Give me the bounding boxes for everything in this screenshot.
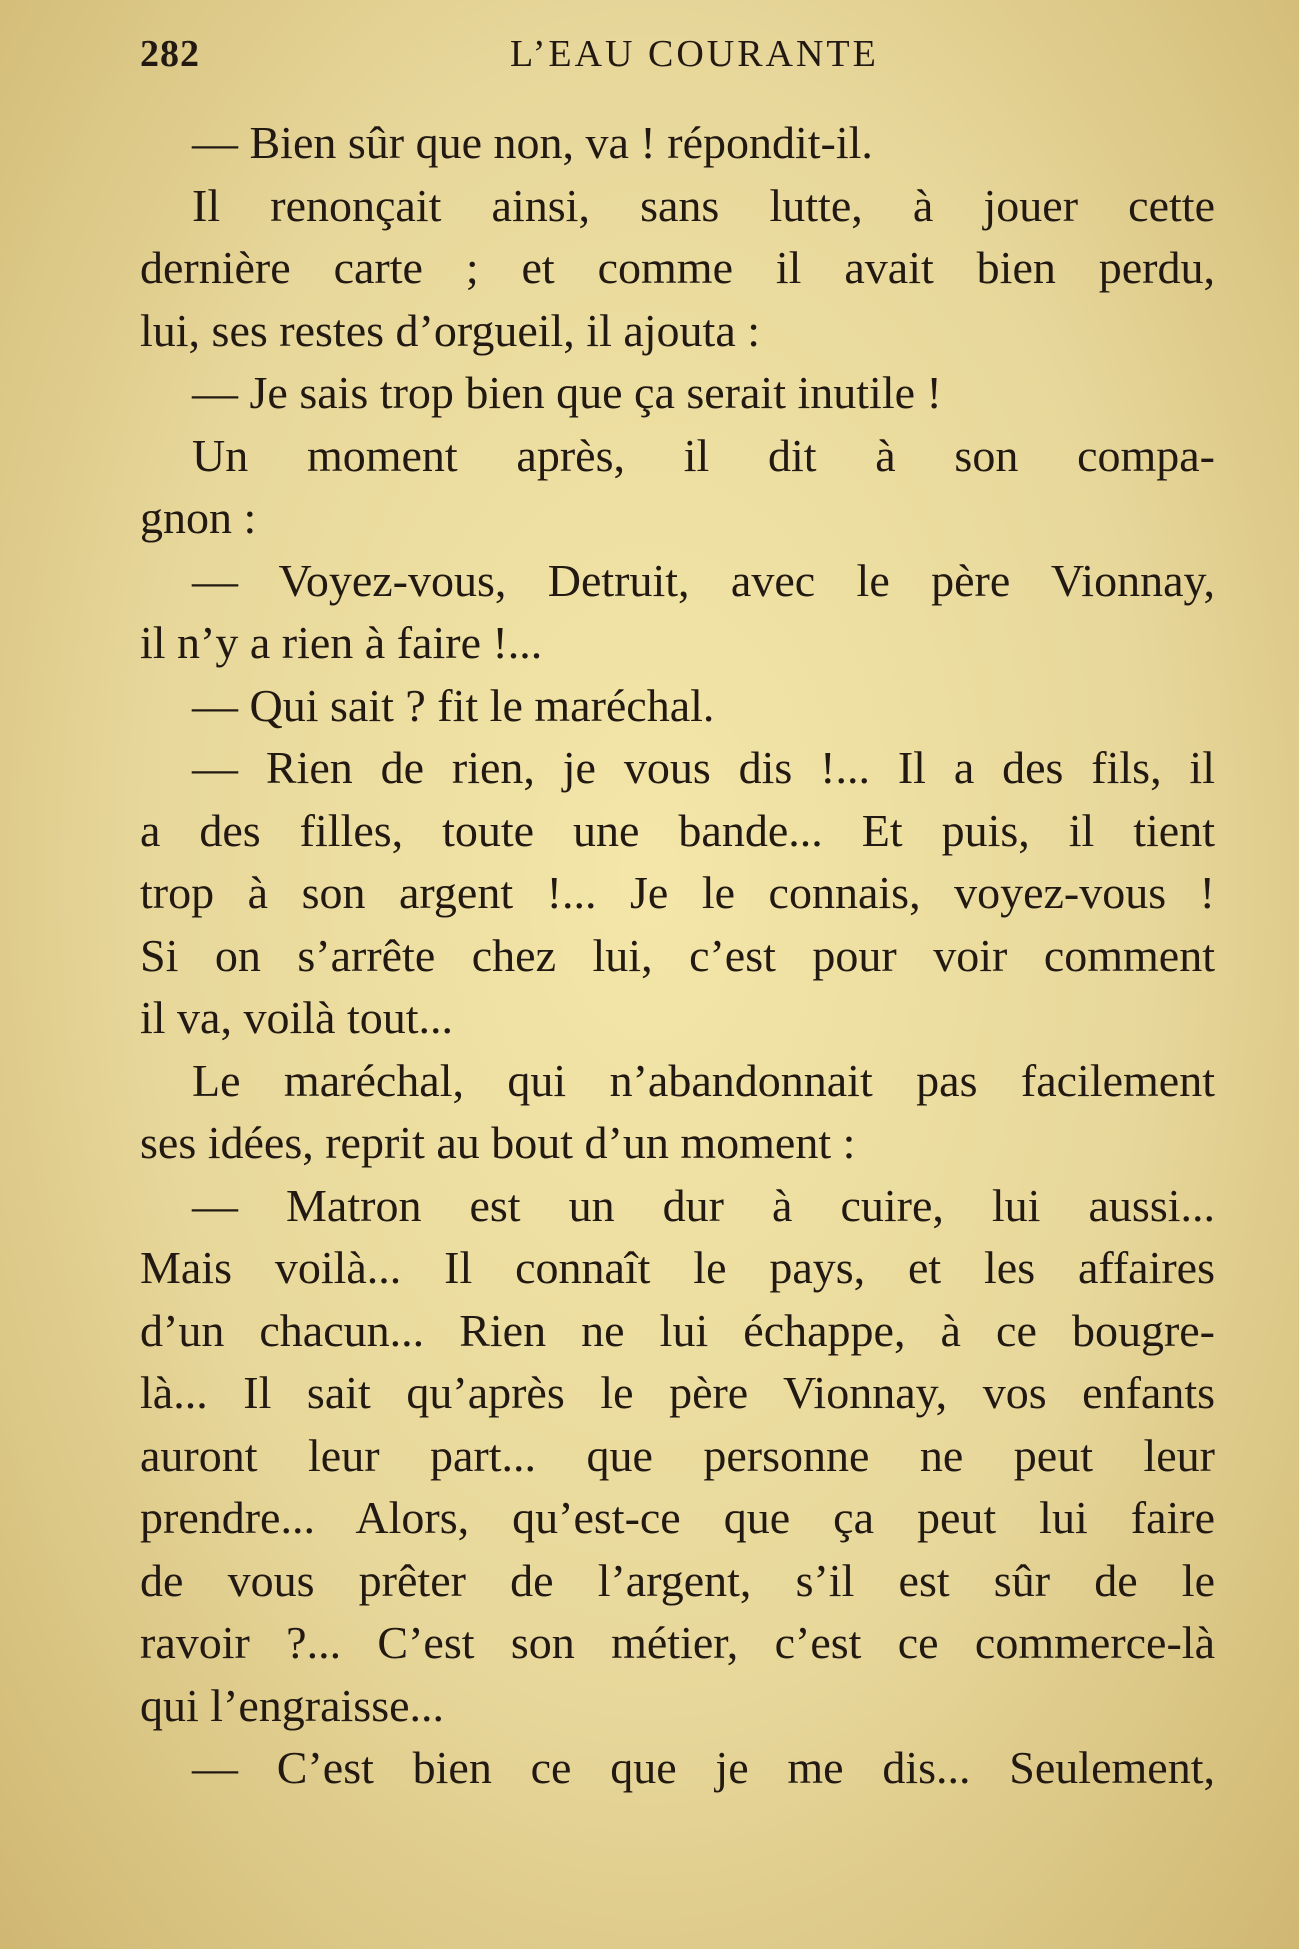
text-line: Le maréchal, qui n’abandonnait pas facilement xyxy=(192,1054,1215,1106)
body-text xyxy=(140,112,1215,1800)
text-line: — Voyez-vous, Detruit, avec le père Vionnay, xyxy=(192,554,1215,606)
text-line: a des filles, toute une bande... Et puis, il tient xyxy=(140,804,1215,856)
text-line: ravoir ?... C’est son métier, c’est ce commerce-là xyxy=(140,1617,1215,1668)
text-line: auront leur part... que personne ne peut leur xyxy=(140,1429,1215,1481)
text-line: dernière carte ; et comme il avait bien perdu, xyxy=(140,242,1215,293)
text-line: prendre... Alors, qu’est-ce que ça peut lui faire xyxy=(140,1492,1215,1543)
text-line: Mais voilà... Il connaît le pays, et les affaires xyxy=(140,1242,1215,1293)
text-line: de vous prêter de l’argent, s’il est sûr de le xyxy=(140,1554,1215,1606)
page-number: 282 xyxy=(140,33,200,75)
text-line: gnon : xyxy=(140,492,257,543)
text-line: trop à son argent !... Je le connais, voyez-vous ! xyxy=(140,867,1215,918)
text-line: — Rien de rien, je vous dis !... Il a des fils, il xyxy=(192,742,1215,793)
text-line: — Bien sûr que non, va ! répondit-il. xyxy=(192,117,873,168)
text-line: — Je sais trop bien que ça serait inutile ! xyxy=(192,367,942,418)
text-line: — Matron est un dur à cuire, lui aussi... xyxy=(192,1179,1215,1231)
text-line: ses idées, reprit au bout d’un moment : xyxy=(140,1117,856,1168)
text-line: Il renonçait ainsi, sans lutte, à jouer cette xyxy=(192,179,1215,231)
running-title: L’EAU COURANTE xyxy=(510,33,879,75)
text-line: lui, ses restes d’orgueil, il ajouta : xyxy=(140,304,761,356)
text-line: il n’y a rien à faire !... xyxy=(140,617,543,668)
text-line: qui l’engraisse... xyxy=(140,1679,445,1731)
text-line: d’un chacun... Rien ne lui échappe, à ce bougre- xyxy=(140,1304,1215,1356)
text-line: Un moment après, il dit à son compa- xyxy=(192,429,1215,481)
page-header xyxy=(140,28,1140,78)
text-line: Si on s’arrête chez lui, c’est pour voir comment xyxy=(140,929,1215,981)
text-line: — Qui sait ? fit le maréchal. xyxy=(192,679,715,731)
text-line: — C’est bien ce que je me dis... Seulement, xyxy=(192,1742,1215,1793)
text-line: là... Il sait qu’après le père Vionnay, vos enfants xyxy=(140,1367,1215,1418)
text-line: il va, voilà tout... xyxy=(140,992,454,1043)
